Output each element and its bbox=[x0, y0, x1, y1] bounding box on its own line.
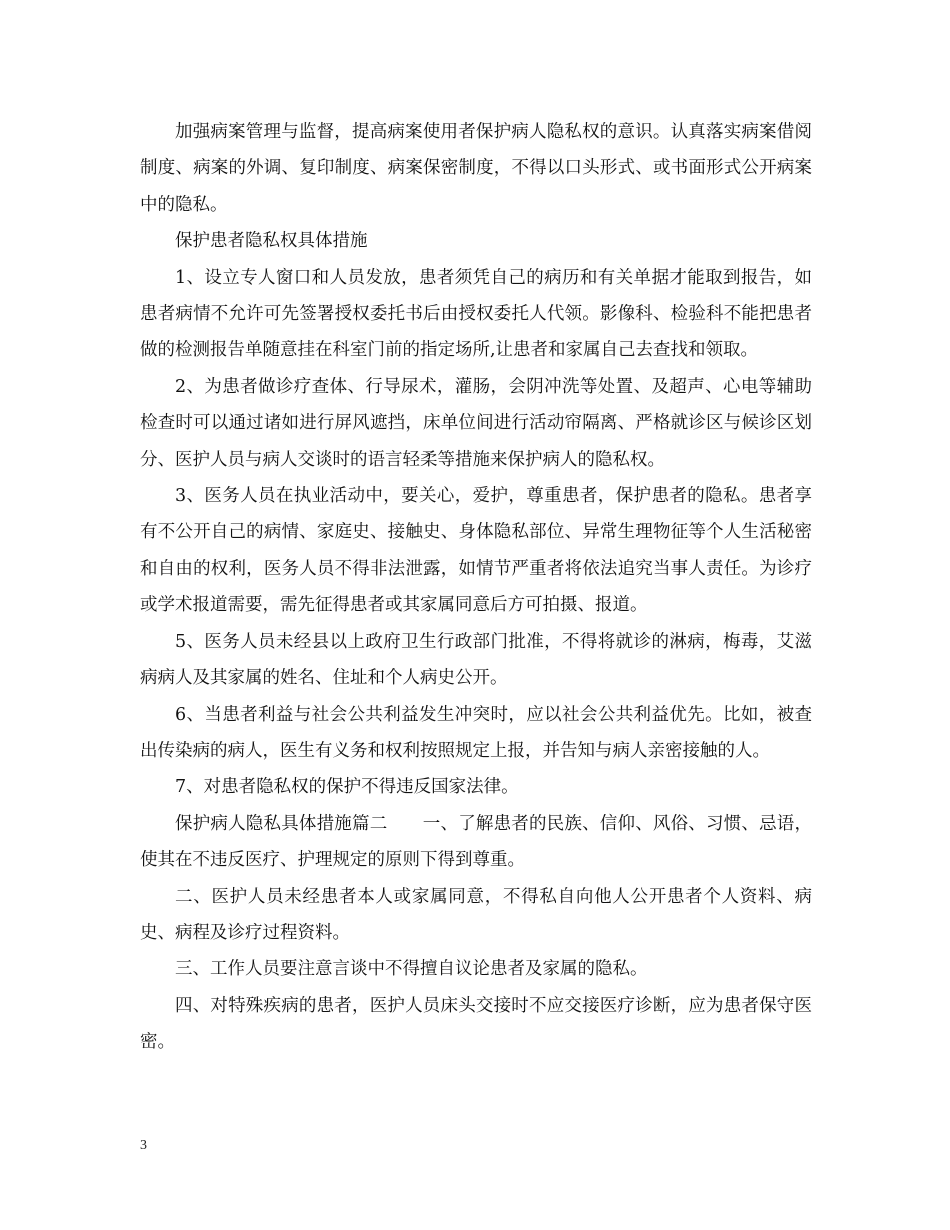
page-number: 3 bbox=[140, 1138, 147, 1153]
paragraph-item-6: 6、当患者利益与社会公共利益发生冲突时，应以社会公共利益优先。比如，被查出传染病的病人，医生有义务和权利按照规定上报，并告知与病人亲密接触的人。 bbox=[140, 704, 812, 761]
paragraph-part-two-2: 二、医护人员未经患者本人或家属同意，不得私自向他人公开患者个人资料、病史、病程及诊疗过程资料。 bbox=[140, 886, 812, 943]
paragraph-part-two-3: 三、工作人员要注意言谈中不得擅自议论患者及家属的隐私。 bbox=[175, 959, 648, 980]
paragraph-part-two-4: 四、对特殊疾病的患者，医护人员床头交接时不应交接医疗诊断，应为患者保守医密。 bbox=[140, 995, 812, 1053]
paragraph-item-3: 3、医务人员在执业活动中，要关心，爱护，尊重患者，保护患者的隐私。患者享有不公开自己的病情、家庭史、接触史、身体隐私部位、异常生理物征等个人生活秘密和自由的权利，医务人员不得非法泄露，如情节严重者将依法追究当事人责任。为诊疗或学术报道需要，需先征得患者或其家属同意后方可拍摄、报道。 bbox=[140, 486, 812, 616]
body-text bbox=[140, 114, 812, 1061]
paragraph-1: 加强病案管理与监督，提高病案使用者保护病人隐私权的意识。认真落实病案借阅制度、病案的外调、复印制度、病案保密制度，不得以口头形式、或书面形式公开病案中的隐私。 bbox=[140, 122, 812, 215]
paragraph-item-7: 7、对患者隐私权的保护不得违反国家法律。 bbox=[175, 777, 519, 798]
paragraph-item-5: 5、医务人员未经县以上政府卫生行政部门批准，不得将就诊的淋病，梅毒，艾滋病病人及其家属的姓名、住址和个人病史公开。 bbox=[140, 631, 812, 689]
section-heading: 保护患者隐私权具体措施 bbox=[175, 231, 368, 252]
paragraph-item-1: 1、设立专人窗口和人员发放，患者须凭自己的病历和有关单据才能取到报告，如患者病情不允许可先签署授权委托书后由授权委托人代领。影像科、检验科不能把患者做的检测报告单随意挂在科室门前的指定场所,让患者和家属自己去查找和领取。 bbox=[140, 267, 812, 361]
paragraph-item-2: 2、为患者做诊疗查体、行导尿术，灌肠，会阴冲洗等处置、及超声、心电等辅助检查时可以通过诸如进行屏风遮挡，床单位间进行活动帘隔离、严格就诊区与候诊区划分、医护人员与病人交谈时的语言轻柔等措施来保护病人的隐私权。 bbox=[140, 376, 812, 470]
paragraph-part-two: 保护病人隐私具体措施篇二 一、了解患者的民族、信仰、风俗、习惯、忌语，使其在不违反医疗、护理规定的原则下得到尊重。 bbox=[140, 813, 812, 871]
